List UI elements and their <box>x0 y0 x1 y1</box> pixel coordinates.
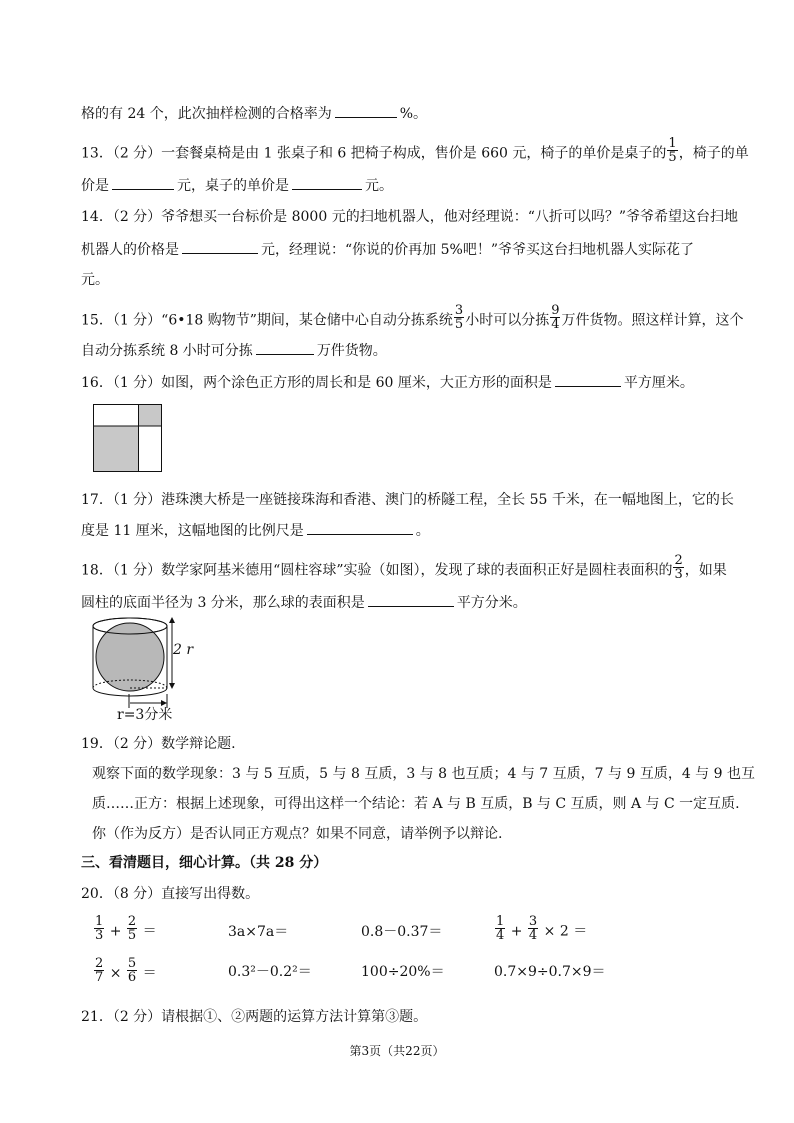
q20-calc-1 <box>93 914 157 945</box>
q15-frac2-num: 9 <box>551 303 560 318</box>
section3-heading: 三、看清题目，细心计算。（共 28 分） <box>81 855 328 871</box>
q17-answer-blank[interactable] <box>307 520 413 535</box>
q18-frac-den: 3 <box>674 567 683 582</box>
q13-answer-blank-2[interactable] <box>292 175 362 190</box>
q15-fraction-2 <box>550 304 560 331</box>
q14-text3: 元，经理说：“你说的价再加 5%吧！”爷爷买这台扫地机器人实际花了 <box>261 242 694 258</box>
q15-text4: 自动分拣系统 8 小时可分拣 <box>81 343 253 359</box>
q20-c5-op: × <box>109 965 122 982</box>
q18-line1 <box>81 553 727 584</box>
q16-squares-figure <box>93 404 163 474</box>
q19-number: 19．（2 分） <box>81 736 162 752</box>
q15-text2: 小时可以分拣 <box>465 312 550 329</box>
q13-number: 13．（2 分） <box>81 145 162 162</box>
q15-line2 <box>81 340 387 361</box>
q16-text1: 如图，两个涂色正方形的周长和是 60 厘米，大正方形的面积是 <box>161 375 552 391</box>
q16-large-shaded-square <box>94 426 139 472</box>
q18-text3: 圆柱的底面半径为 3 分米，那么球的表面积是 <box>81 595 365 611</box>
q16-text2: 平方厘米。 <box>623 375 694 391</box>
q12-tail-line <box>81 103 427 124</box>
q20-c5-frac1-num: 2 <box>95 956 104 971</box>
q19-text4: 你（作为反方）是否认同正方观点？如果不同意，请举例予以辩论. <box>92 826 503 842</box>
q20-c5-frac2-den: 6 <box>127 970 137 985</box>
q18-answer-blank[interactable] <box>368 592 454 607</box>
q13-frac-num: 1 <box>668 136 677 151</box>
q20-c1-op: + <box>109 923 122 940</box>
q17-number: 17．（1 分） <box>81 492 162 508</box>
q20-calc-2: 3a×7a＝ <box>228 924 289 940</box>
q14-text4: 元。 <box>81 272 109 288</box>
q20-c1-eq: ＝ <box>142 923 157 940</box>
q18-text1: 数学家阿基米德用“圆柱容球”实验（如图），发现了球的表面积正好是圆柱表面积的 <box>161 562 673 579</box>
q15-line1 <box>81 303 744 334</box>
q13-text3: 价是 <box>81 178 109 194</box>
q20-c1-frac2-den: 5 <box>127 928 137 943</box>
q17-text1: 港珠澳大桥是一座链接珠海和香港、澳门的桥隧工程，全长 55 千米，在一幅地图上，它的长 <box>161 492 734 508</box>
q20-c4-frac2-num: 3 <box>528 914 538 929</box>
q13-text4: 元，桌子的单价是 <box>177 178 289 194</box>
q13-fraction <box>667 137 677 164</box>
q20-c4-frac1-den: 4 <box>496 928 505 943</box>
q18-line2 <box>81 592 527 613</box>
q13-line1 <box>81 136 749 167</box>
q14-line1 <box>81 207 738 227</box>
q19-text3: 质……正方：根据上述现象，可得出这样一个结论：若 A 与 B 互质，B 与 C 互质，则 A 与 C 一定互质. <box>92 796 740 812</box>
q20-c5-eq: ＝ <box>142 965 157 982</box>
q16-answer-blank[interactable] <box>555 372 621 387</box>
q15-frac1-num: 3 <box>454 303 464 318</box>
q13-text5: 元。 <box>365 178 393 194</box>
q18-text4: 平方分米。 <box>456 595 527 611</box>
q17-text3: 。 <box>415 523 430 539</box>
q19-line3 <box>92 794 740 814</box>
q15-frac2-den: 4 <box>551 317 560 332</box>
q19-line2 <box>92 764 755 784</box>
q13-text1: 一套餐桌椅是由 1 张桌子和 6 把椅子构成，售价是 660 元，椅子的单价是桌子的 <box>161 145 667 162</box>
q20-c5-frac2-num: 5 <box>127 956 137 971</box>
q13-answer-blank-1[interactable] <box>112 175 174 190</box>
q14-line2 <box>81 239 694 260</box>
q20-calc-8: 0.7×9÷0.7×9＝ <box>494 964 606 980</box>
q21-line1 <box>81 1007 427 1027</box>
q14-text1: 爷爷想买一台标价是 8000 元的扫地机器人，他对经理说：“八折可以吗？”爷爷希望这台扫地 <box>161 209 739 225</box>
q14-number: 14．（2 分） <box>81 209 162 225</box>
q12-answer-blank[interactable] <box>335 103 397 118</box>
q15-number: 15．（1 分） <box>81 312 162 329</box>
q15-frac1-den: 5 <box>454 317 464 332</box>
q20-calc-4 <box>494 914 588 945</box>
q18-frac-num: 2 <box>674 553 683 568</box>
q12-tail-suffix: %。 <box>399 106 428 122</box>
q13-text2: ，椅子的单 <box>678 145 749 162</box>
q14-answer-blank-1[interactable] <box>182 239 258 254</box>
q20-line1 <box>81 884 259 904</box>
q20-c1-frac1-num: 1 <box>95 914 104 929</box>
q20-c5-frac1-den: 7 <box>95 970 104 985</box>
q18-radius-label: r=3分米 <box>117 707 173 723</box>
q13-frac-den: 5 <box>668 150 677 165</box>
q15-answer-blank[interactable] <box>256 340 314 355</box>
q15-text1: “6•18 购物节”期间，某仓储中心自动分拣系统 <box>161 312 453 329</box>
q19-line4 <box>92 824 502 844</box>
q20-c4-op: + <box>510 923 523 940</box>
q21-text1: 请根据①、②两题的运算方法计算第③题。 <box>161 1009 428 1025</box>
q19-line1 <box>81 734 236 754</box>
q20-c4-tail: × 2 ＝ <box>543 923 588 940</box>
q20-calc-6: 0.3²－0.2²＝ <box>228 964 312 980</box>
q17-line2 <box>81 520 430 541</box>
q16-line1 <box>81 372 694 393</box>
q16-number: 16．（1 分） <box>81 375 162 391</box>
q14-text2: 机器人的价格是 <box>81 242 179 258</box>
q14-line3 <box>81 270 109 290</box>
q20-c1-frac1-den: 3 <box>95 928 104 943</box>
q20-c4-frac1-num: 1 <box>496 914 505 929</box>
q20-number: 20．（8 分） <box>81 886 162 902</box>
q15-fraction-1 <box>454 304 464 331</box>
q19-text2: 观察下面的数学现象：3 与 5 互质，5 与 8 互质，3 与 8 也互质；4 与 7 互质，7 与 9 互质，4 与 9 也互 <box>92 766 755 782</box>
q18-text2: ，如果 <box>684 562 727 579</box>
q20-calc-5 <box>93 956 157 987</box>
q18-fraction <box>673 554 683 581</box>
q21-number: 21．（2 分） <box>81 1009 162 1025</box>
q16-small-shaded-square <box>139 405 162 427</box>
q19-text1: 数学辩论题. <box>161 736 236 752</box>
q13-line2 <box>81 175 393 196</box>
q20-c1-frac2-num: 2 <box>127 914 137 929</box>
page-footer: 第3页（共22页） <box>349 1044 445 1058</box>
q18-number: 18．（1 分） <box>81 562 162 579</box>
q12-tail-text: 格的有 24 个，此次抽样检测的合格率为 <box>81 106 332 122</box>
q20-text1: 直接写出得数。 <box>161 886 260 902</box>
q18-sphere <box>96 623 164 691</box>
q20-c4-frac2-den: 4 <box>528 928 538 943</box>
q17-line1 <box>81 490 734 510</box>
q15-text5: 万件货物。 <box>316 343 387 359</box>
q15-text3: 万件货物。照这样计算，这个 <box>561 312 744 329</box>
q18-height-label: 2 r <box>173 642 194 658</box>
q17-text2: 度是 11 厘米，这幅地图的比例尺是 <box>81 523 304 539</box>
q20-calc-7: 100÷20%＝ <box>361 964 445 980</box>
q20-calc-3: 0.8－0.37＝ <box>361 924 443 940</box>
